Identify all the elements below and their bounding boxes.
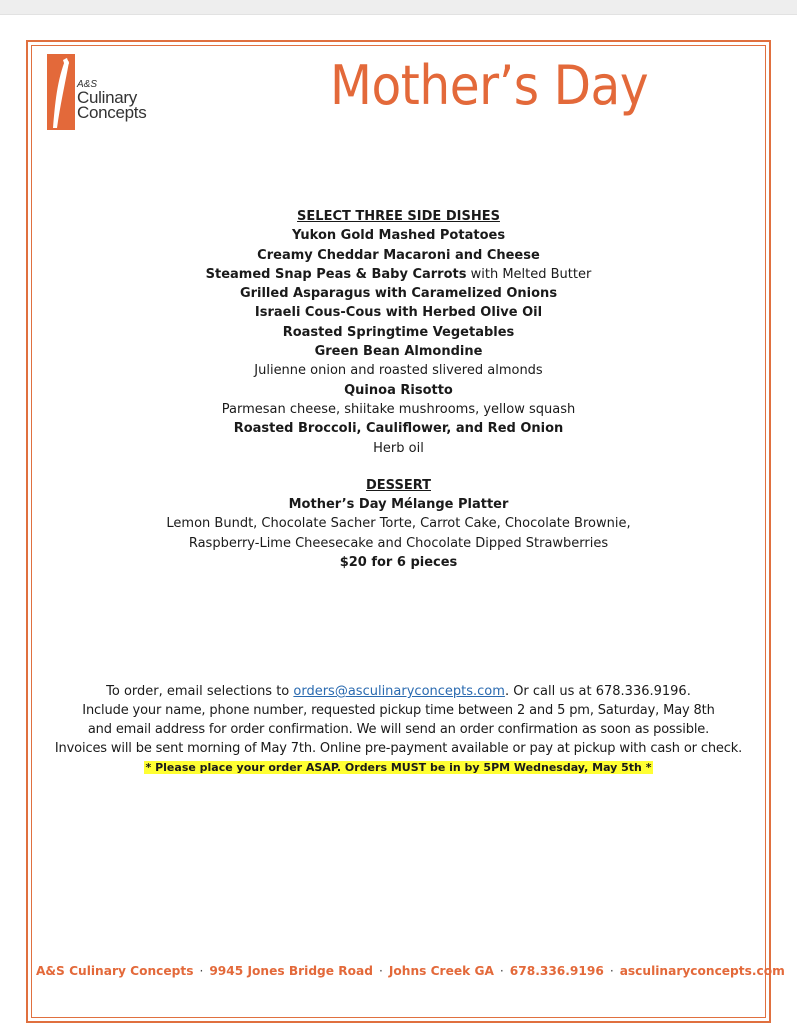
side-dish-item: Creamy Cheddar Macaroni and Cheese <box>257 247 540 263</box>
logo-text-culinary: Culinary <box>77 88 137 107</box>
footer-separator: · <box>499 964 504 978</box>
dessert-price: $20 for 6 pieces <box>339 555 458 571</box>
top-bar <box>0 0 797 15</box>
side-dish-item: Green Bean Almondine <box>314 344 483 360</box>
side-dish-extra: with Melted Butter <box>466 266 592 282</box>
dessert-description: Raspberry-Lime Cheesecake and Chocolate Dipped Strawberries <box>188 535 609 551</box>
footer-separator: · <box>199 964 204 978</box>
footer-city: Johns Creek GA <box>388 964 494 978</box>
side-dish-description: Herb oil <box>373 440 424 456</box>
footer <box>36 964 785 978</box>
dessert-name: Mother’s Day Mélange Platter <box>288 497 509 513</box>
footer-separator: · <box>609 964 614 978</box>
logo-text-small: A&S <box>77 79 98 90</box>
side-dish-item: Grilled Asparagus with Caramelized Onions <box>239 286 558 302</box>
order-deadline-notice <box>30 758 767 777</box>
page-title: Mother’s Day <box>330 54 649 117</box>
dessert-description: Lemon Bundt, Chocolate Sacher Torte, Carrot Cake, Chocolate Brownie, <box>166 516 631 532</box>
side-dish-description: Julienne onion and roasted slivered almonds <box>254 363 543 379</box>
footer-website[interactable]: asculinaryconcepts.com <box>619 964 785 978</box>
menu-content <box>60 207 737 572</box>
logo-text-concepts: Concepts <box>77 103 147 122</box>
order-instructions <box>30 682 767 777</box>
side-dish-item: Yukon Gold Mashed Potatoes <box>291 228 506 244</box>
side-dish-item: Roasted Broccoli, Cauliflower, and Red Onion <box>233 421 564 437</box>
order-line: and email address for order confirmation. We will send an order confirmation as soon as possible. <box>87 722 710 737</box>
side-dish-description: Parmesan cheese, shiitake mushrooms, yellow squash <box>221 401 576 417</box>
order-line: To order, email selections to orders@asculinaryconcepts.com. Or call us at 678.336.9196. <box>106 684 691 699</box>
side-dish-item <box>60 265 737 284</box>
side-dish-item: Quinoa Risotto <box>344 382 453 398</box>
order-line: Invoices will be sent morning of May 7th. Online pre-payment available or pay at pickup with cash or check. <box>54 741 743 756</box>
deadline-highlight: * Please place your order ASAP. Orders MUST be in by 5PM Wednesday, May 5th * <box>145 761 652 774</box>
order-email-link[interactable]: orders@asculinaryconcepts.com <box>293 684 505 699</box>
order-line: Include your name, phone number, requested pickup time between 2 and 5 pm, Saturday, May 8th <box>82 703 715 718</box>
side-dish-item: Israeli Cous-Cous with Herbed Olive Oil <box>254 305 543 321</box>
footer-company: A&S Culinary Concepts <box>36 964 194 978</box>
footer-separator: · <box>378 964 383 978</box>
dessert-heading: DESSERT <box>366 477 431 493</box>
side-dish-name: Steamed Snap Peas & Baby Carrots <box>205 266 467 282</box>
side-dish-item: Roasted Springtime Vegetables <box>282 324 515 340</box>
footer-phone: 678.336.9196 <box>509 964 604 978</box>
footer-address: 9945 Jones Bridge Road <box>209 964 373 978</box>
company-logo <box>45 52 170 134</box>
side-dishes-heading: SELECT THREE SIDE DISHES <box>297 209 500 224</box>
